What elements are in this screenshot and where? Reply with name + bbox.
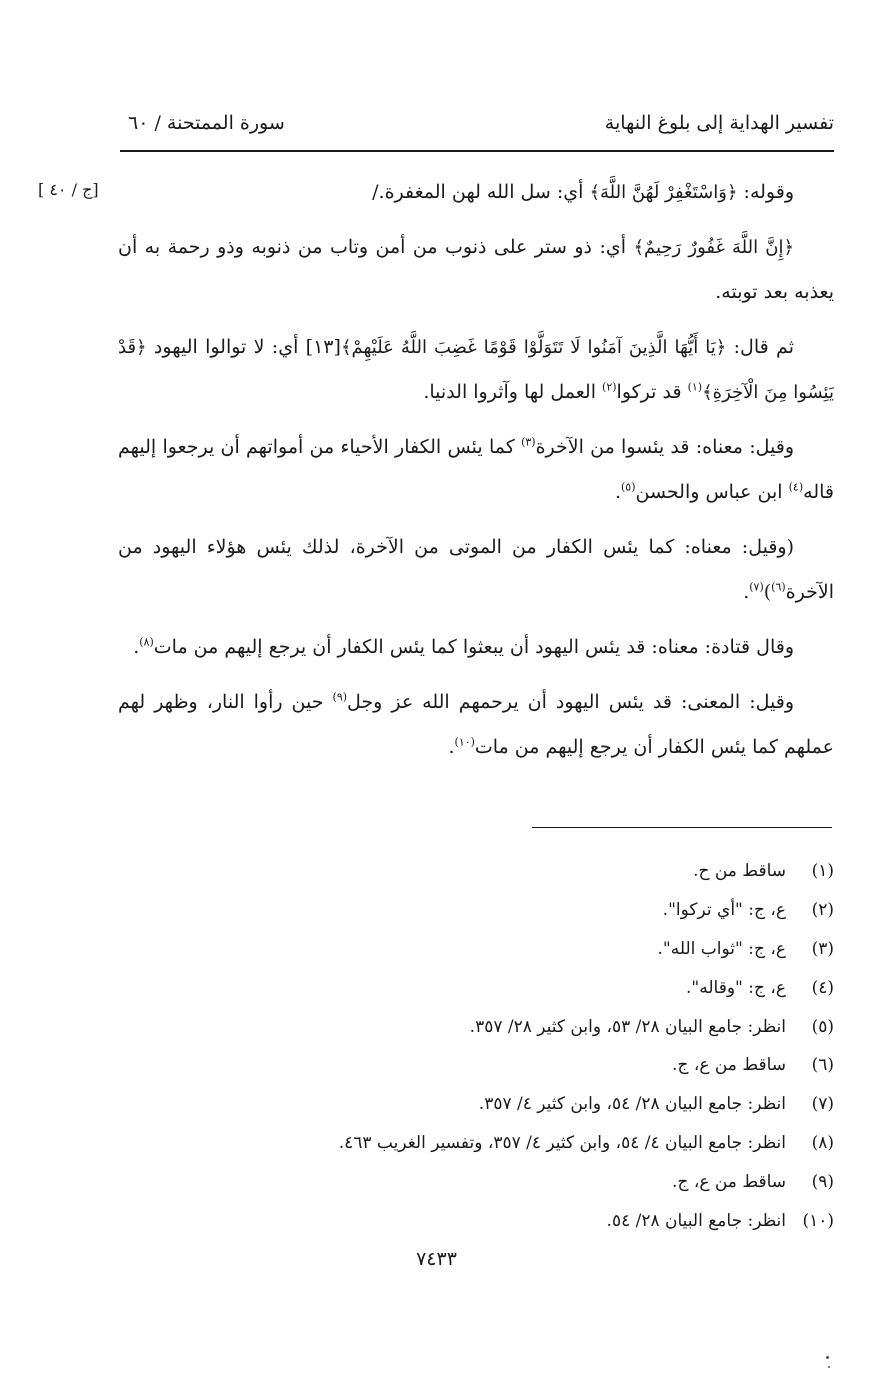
footnote-number: (١٠) [802, 1211, 834, 1232]
footnote-marker: (٤) [788, 480, 804, 494]
paragraph-text: وقوله: [737, 181, 794, 203]
footnote [180, 1046, 834, 1085]
paragraph-text: وقال قتادة: معناه: قد يئس اليهود أن يبعثوا كما يئس الكفار أن يرجع إليهم من مات [153, 636, 794, 658]
footnote-marker: (١٠) [454, 735, 475, 749]
paragraph-text: ) [763, 581, 772, 603]
header-divider [120, 150, 834, 152]
main-text [118, 170, 834, 780]
footnote-marker: (٦) [771, 580, 786, 594]
paragraph-text: وقيل: المعنى: قد يئس اليهود أن يرحمهم الله عز وجل [347, 691, 794, 713]
footnote-number: (٧) [811, 1094, 834, 1115]
paragraph-text: أي: سل الله لهن المغفرة./ [372, 181, 590, 203]
scan-speck [828, 1366, 830, 1368]
footnote-text: انظر: جامع البيان ٤/ ٥٤، وابن كثير ٤/ ٣٥٧، وتفسير الغريب ٤٦٣. [338, 1133, 786, 1154]
paragraph-text: وقيل: معناه: قد يئسوا من الآخرة [535, 436, 794, 458]
footnote-marker: (٣) [521, 435, 536, 449]
paragraph-text: قد تركوا [616, 381, 688, 403]
footnote-text: ساقط من ع، ج. [672, 1172, 786, 1193]
paragraph [118, 625, 834, 670]
paragraph-text: . [743, 581, 750, 603]
footnote [180, 930, 834, 969]
paragraph-text: (وقيل: معناه: كما يئس الكفار من الموتى من الآخرة، لذلك يئس هؤلاء اليهود من الآخرة [118, 536, 834, 603]
paragraph-text: أي: ذو ستر على ذنوب من أمن وتاب من ذنوبه وذو رحمة به أن يعذبه بعد توبته. [118, 236, 834, 303]
paragraph [118, 425, 834, 515]
paragraph [118, 525, 834, 615]
paragraph-text: العمل لها وآثروا الدنيا. [423, 381, 603, 403]
footnote [180, 1124, 834, 1163]
quran-verse: ﴿قَدْ يَئِسُوا مِنَ الْآخِرَةِ﴾ [118, 337, 834, 403]
footnote-marker: (١) [687, 380, 703, 394]
running-header [120, 108, 834, 144]
quran-verse: ﴿يَا أَيُّهَا الَّذِينَ آمَنُوا لَا تَتَوَلَّوْا قَوْمًا غَضِبَ اللَّهُ عَلَيْهِمْ﴾ [340, 337, 727, 358]
book-title: تفسير الهداية إلى بلوغ النهاية [604, 112, 834, 134]
footnote-number: (٢) [811, 899, 834, 920]
footnote-marker: (٧) [749, 580, 764, 594]
footnote-text: ساقط من ع، ج. [672, 1055, 786, 1076]
footnote-divider [532, 827, 832, 828]
paragraph [118, 680, 834, 770]
page-number: ٧٤٣٣ [416, 1248, 457, 1270]
footnote-number: (٥) [811, 1016, 834, 1037]
footnote [180, 852, 834, 891]
paragraph [118, 225, 834, 315]
footnote [180, 1202, 834, 1241]
footnote-marker: (٨) [139, 635, 154, 649]
footnote-marker: (٢) [602, 380, 617, 394]
paragraph-text: . [614, 481, 621, 503]
footnote-marker: (٩) [332, 690, 348, 704]
footnote-number: (٩) [811, 1172, 834, 1193]
footnote-marker: (٥) [620, 480, 636, 494]
footnote [180, 969, 834, 1008]
footnote-text: ع، ج: "وقاله". [686, 977, 786, 998]
footnote-text: انظر: جامع البيان ٢٨/ ٥٤. [606, 1211, 786, 1232]
paragraph-text: كما يئس الكفار الأحياء من أمواتهم أن يرجعوا إليهم قاله [118, 436, 834, 503]
footnote-number: (٣) [811, 938, 834, 959]
paragraph-text: . [133, 636, 140, 658]
paragraph-text: [١٣] أي: لا توالوا اليهود [146, 336, 341, 358]
footnote-text: انظر: جامع البيان ٢٨/ ٥٣، وابن كثير ٢٨/ ٣٥٧. [469, 1016, 786, 1037]
paragraph [118, 170, 834, 215]
footnotes [180, 852, 834, 1241]
surah-reference: سورة الممتحنة / ٦٠ [128, 112, 285, 134]
paragraph-text: ثم قال: [726, 336, 794, 358]
paragraph-text: . [448, 736, 455, 758]
manuscript-margin-note: [ج / ٤٠ ] [38, 180, 99, 199]
footnote-text: انظر: جامع البيان ٢٨/ ٥٤، وابن كثير ٤/ ٣٥٧. [478, 1094, 786, 1115]
footnote-text: ع، ج: "أي تركوا". [662, 899, 786, 920]
quran-verse: ﴿وَاسْتَغْفِرْ لَهُنَّ اللَّهَ﴾ [589, 182, 738, 203]
quran-verse: ﴿إِنَّ اللَّهَ غَفُورٌ رَحِيمٌ﴾ [633, 237, 794, 258]
footnote-number: (٦) [811, 1055, 834, 1076]
paragraph-text: ابن عباس والحسن [635, 481, 789, 503]
footnote [180, 891, 834, 930]
paragraph-text: حين رأوا النار، وظهر لهم عملهم كما يئس الكفار أن يرجع إليهم من مات [118, 691, 834, 758]
footnote [180, 1008, 834, 1047]
scan-speck [826, 1356, 829, 1359]
footnote-number: (١) [811, 861, 834, 881]
paragraph [118, 325, 834, 415]
footnote [180, 1085, 834, 1124]
footnote-number: (٨) [811, 1133, 834, 1154]
footnote-number: (٤) [811, 977, 834, 998]
footnote-text: ساقط من ح. [693, 861, 786, 881]
footnote-text: ع، ج: "ثواب الله". [657, 938, 786, 959]
footnote [180, 1163, 834, 1202]
